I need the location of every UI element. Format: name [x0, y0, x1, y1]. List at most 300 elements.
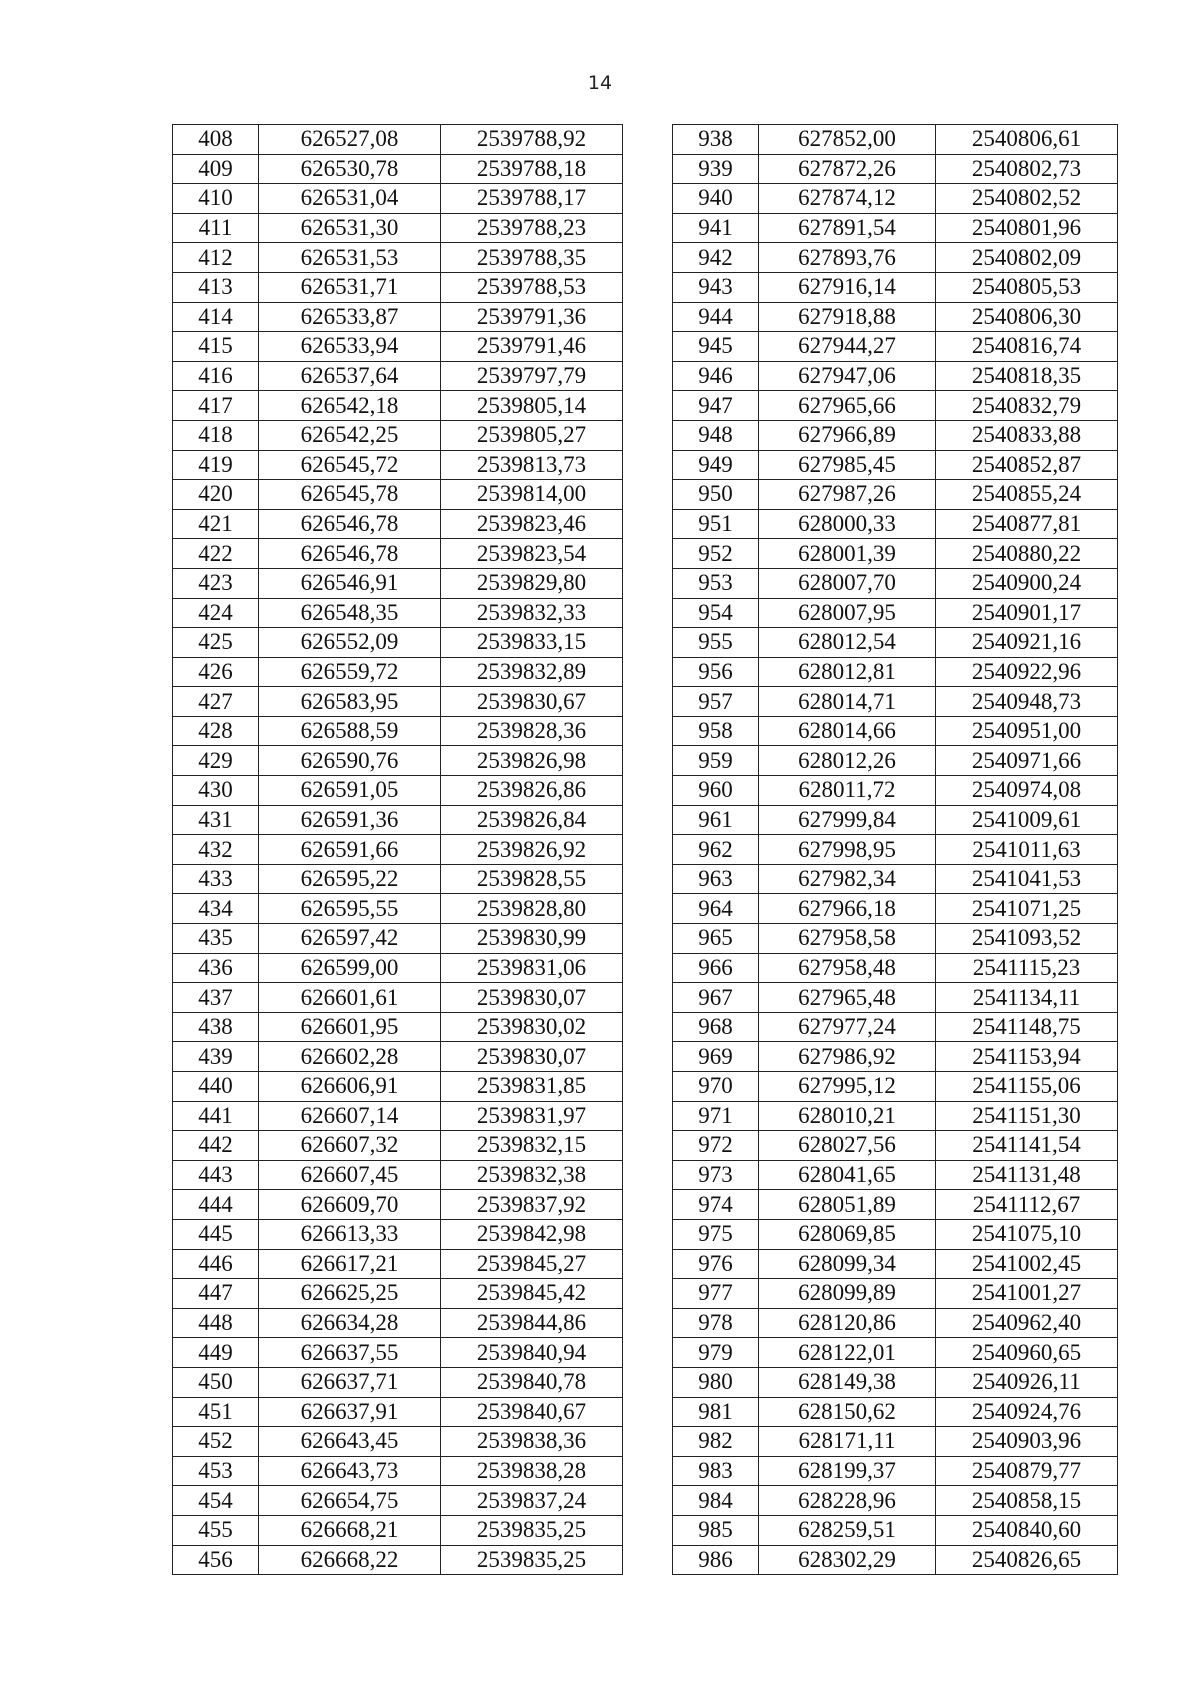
- point-number-cell: 417: [173, 391, 259, 421]
- x-coordinate-cell: 626590,76: [259, 746, 441, 776]
- y-coordinate-cell: 2539845,42: [441, 1279, 623, 1309]
- x-coordinate-cell: 626546,78: [259, 509, 441, 539]
- y-coordinate-cell: 2540826,65: [936, 1545, 1118, 1575]
- y-coordinate-cell: 2540877,81: [936, 509, 1118, 539]
- x-coordinate-cell: 627916,14: [759, 272, 936, 302]
- x-coordinate-cell: 628012,26: [759, 746, 936, 776]
- point-number-cell: 420: [173, 480, 259, 510]
- point-number-cell: 418: [173, 420, 259, 450]
- point-number-cell: 450: [173, 1367, 259, 1397]
- x-coordinate-cell: 627982,34: [759, 864, 936, 894]
- y-coordinate-cell: 2539826,92: [441, 835, 623, 865]
- point-number-cell: 980: [673, 1367, 759, 1397]
- spacer-cell: [623, 1101, 673, 1131]
- x-coordinate-cell: 628302,29: [759, 1545, 936, 1575]
- point-number-cell: 428: [173, 716, 259, 746]
- y-coordinate-cell: 2539826,98: [441, 746, 623, 776]
- point-number-cell: 444: [173, 1190, 259, 1220]
- y-coordinate-cell: 2540948,73: [936, 687, 1118, 717]
- spacer-cell: [623, 746, 673, 776]
- y-coordinate-cell: 2540974,08: [936, 776, 1118, 806]
- point-number-cell: 955: [673, 628, 759, 658]
- point-number-cell: 411: [173, 213, 259, 243]
- table-row: [173, 1249, 1118, 1279]
- point-number-cell: 410: [173, 184, 259, 214]
- y-coordinate-cell: 2541071,25: [936, 894, 1118, 924]
- x-coordinate-cell: 626591,36: [259, 805, 441, 835]
- y-coordinate-cell: 2539838,36: [441, 1427, 623, 1457]
- point-number-cell: 976: [673, 1249, 759, 1279]
- table-row: [173, 1367, 1118, 1397]
- point-number-cell: 946: [673, 361, 759, 391]
- spacer-cell: [623, 983, 673, 1013]
- spacer-cell: [623, 1308, 673, 1338]
- x-coordinate-cell: 626542,25: [259, 420, 441, 450]
- spacer-cell: [623, 835, 673, 865]
- point-number-cell: 978: [673, 1308, 759, 1338]
- table-row: [173, 243, 1118, 273]
- x-coordinate-cell: 628011,72: [759, 776, 936, 806]
- y-coordinate-cell: 2539835,25: [441, 1515, 623, 1545]
- spacer-cell: [623, 776, 673, 806]
- point-number-cell: 430: [173, 776, 259, 806]
- point-number-cell: 972: [673, 1131, 759, 1161]
- table-row: [173, 420, 1118, 450]
- spacer-cell: [623, 1486, 673, 1516]
- x-coordinate-cell: 628007,95: [759, 598, 936, 628]
- spacer-cell: [623, 1249, 673, 1279]
- table-row: [173, 213, 1118, 243]
- point-number-cell: 956: [673, 657, 759, 687]
- table-row: [173, 657, 1118, 687]
- point-number-cell: 422: [173, 539, 259, 569]
- spacer-cell: [623, 1545, 673, 1575]
- y-coordinate-cell: 2539842,98: [441, 1219, 623, 1249]
- y-coordinate-cell: 2539788,53: [441, 272, 623, 302]
- spacer-cell: [623, 1131, 673, 1161]
- y-coordinate-cell: 2540802,73: [936, 154, 1118, 184]
- y-coordinate-cell: 2539840,78: [441, 1367, 623, 1397]
- x-coordinate-cell: 626533,87: [259, 302, 441, 332]
- y-coordinate-cell: 2541011,63: [936, 835, 1118, 865]
- spacer-cell: [623, 1072, 673, 1102]
- y-coordinate-cell: 2540802,09: [936, 243, 1118, 273]
- table-row: [173, 598, 1118, 628]
- y-coordinate-cell: 2539832,15: [441, 1131, 623, 1161]
- y-coordinate-cell: 2541151,30: [936, 1101, 1118, 1131]
- point-number-cell: 947: [673, 391, 759, 421]
- y-coordinate-cell: 2540855,24: [936, 480, 1118, 510]
- x-coordinate-cell: 626654,75: [259, 1486, 441, 1516]
- table-row: [173, 332, 1118, 362]
- y-coordinate-cell: 2539832,38: [441, 1160, 623, 1190]
- table-row: [173, 1219, 1118, 1249]
- point-number-cell: 424: [173, 598, 259, 628]
- point-number-cell: 979: [673, 1338, 759, 1368]
- x-coordinate-cell: 626527,08: [259, 125, 441, 155]
- spacer-cell: [623, 1397, 673, 1427]
- y-coordinate-cell: 2539831,06: [441, 953, 623, 983]
- table-row: [173, 1427, 1118, 1457]
- x-coordinate-cell: 628001,39: [759, 539, 936, 569]
- spacer-cell: [623, 272, 673, 302]
- y-coordinate-cell: 2540805,53: [936, 272, 1118, 302]
- y-coordinate-cell: 2541131,48: [936, 1160, 1118, 1190]
- y-coordinate-cell: 2539840,94: [441, 1338, 623, 1368]
- x-coordinate-cell: 627958,58: [759, 924, 936, 954]
- y-coordinate-cell: 2541141,54: [936, 1131, 1118, 1161]
- y-coordinate-cell: 2540806,61: [936, 125, 1118, 155]
- point-number-cell: 941: [673, 213, 759, 243]
- y-coordinate-cell: 2539837,24: [441, 1486, 623, 1516]
- x-coordinate-cell: 626643,45: [259, 1427, 441, 1457]
- point-number-cell: 952: [673, 539, 759, 569]
- point-number-cell: 440: [173, 1072, 259, 1102]
- x-coordinate-cell: 626531,30: [259, 213, 441, 243]
- x-coordinate-cell: 628041,65: [759, 1160, 936, 1190]
- x-coordinate-cell: 628122,01: [759, 1338, 936, 1368]
- table-row: [173, 835, 1118, 865]
- point-number-cell: 943: [673, 272, 759, 302]
- point-number-cell: 945: [673, 332, 759, 362]
- spacer-cell: [623, 302, 673, 332]
- point-number-cell: 974: [673, 1190, 759, 1220]
- x-coordinate-cell: 628012,81: [759, 657, 936, 687]
- spacer-cell: [623, 125, 673, 155]
- point-number-cell: 439: [173, 1042, 259, 1072]
- table-row: [173, 361, 1118, 391]
- x-coordinate-cell: 626637,91: [259, 1397, 441, 1427]
- y-coordinate-cell: 2539828,80: [441, 894, 623, 924]
- point-number-cell: 948: [673, 420, 759, 450]
- table-row: [173, 805, 1118, 835]
- spacer-cell: [623, 1279, 673, 1309]
- x-coordinate-cell: 628069,85: [759, 1219, 936, 1249]
- x-coordinate-cell: 626545,78: [259, 480, 441, 510]
- y-coordinate-cell: 2541148,75: [936, 1012, 1118, 1042]
- x-coordinate-cell: 626545,72: [259, 450, 441, 480]
- x-coordinate-cell: 626552,09: [259, 628, 441, 658]
- y-coordinate-cell: 2540880,22: [936, 539, 1118, 569]
- x-coordinate-cell: 627918,88: [759, 302, 936, 332]
- y-coordinate-cell: 2540951,00: [936, 716, 1118, 746]
- y-coordinate-cell: 2539831,85: [441, 1072, 623, 1102]
- page-number: 14: [587, 72, 613, 94]
- table-row: [173, 716, 1118, 746]
- x-coordinate-cell: 626607,32: [259, 1131, 441, 1161]
- spacer-cell: [623, 598, 673, 628]
- x-coordinate-cell: 626637,55: [259, 1338, 441, 1368]
- y-coordinate-cell: 2539830,02: [441, 1012, 623, 1042]
- table-row: [173, 539, 1118, 569]
- x-coordinate-cell: 626591,66: [259, 835, 441, 865]
- x-coordinate-cell: 628228,96: [759, 1486, 936, 1516]
- point-number-cell: 445: [173, 1219, 259, 1249]
- spacer-cell: [623, 924, 673, 954]
- point-number-cell: 959: [673, 746, 759, 776]
- x-coordinate-cell: 627987,26: [759, 480, 936, 510]
- x-coordinate-cell: 626637,71: [259, 1367, 441, 1397]
- table-row: [173, 1160, 1118, 1190]
- point-number-cell: 431: [173, 805, 259, 835]
- table-row: [173, 1131, 1118, 1161]
- x-coordinate-cell: 627958,48: [759, 953, 936, 983]
- x-coordinate-cell: 626668,21: [259, 1515, 441, 1545]
- spacer-cell: [623, 687, 673, 717]
- table-row: [173, 746, 1118, 776]
- point-number-cell: 454: [173, 1486, 259, 1516]
- x-coordinate-cell: 626613,33: [259, 1219, 441, 1249]
- x-coordinate-cell: 627891,54: [759, 213, 936, 243]
- point-number-cell: 446: [173, 1249, 259, 1279]
- y-coordinate-cell: 2539788,18: [441, 154, 623, 184]
- table-row: [173, 1279, 1118, 1309]
- point-number-cell: 421: [173, 509, 259, 539]
- x-coordinate-cell: 626607,45: [259, 1160, 441, 1190]
- y-coordinate-cell: 2539813,73: [441, 450, 623, 480]
- y-coordinate-cell: 2539823,46: [441, 509, 623, 539]
- point-number-cell: 432: [173, 835, 259, 865]
- table-row: [173, 1486, 1118, 1516]
- x-coordinate-cell: 626530,78: [259, 154, 441, 184]
- x-coordinate-cell: 628027,56: [759, 1131, 936, 1161]
- point-number-cell: 425: [173, 628, 259, 658]
- spacer-cell: [623, 657, 673, 687]
- y-coordinate-cell: 2541001,27: [936, 1279, 1118, 1309]
- point-number-cell: 408: [173, 125, 259, 155]
- x-coordinate-cell: 627872,26: [759, 154, 936, 184]
- y-coordinate-cell: 2539826,84: [441, 805, 623, 835]
- x-coordinate-cell: 626537,64: [259, 361, 441, 391]
- point-number-cell: 441: [173, 1101, 259, 1131]
- point-number-cell: 433: [173, 864, 259, 894]
- x-coordinate-cell: 626548,35: [259, 598, 441, 628]
- y-coordinate-cell: 2540903,96: [936, 1427, 1118, 1457]
- x-coordinate-cell: 627966,89: [759, 420, 936, 450]
- point-number-cell: 971: [673, 1101, 759, 1131]
- point-number-cell: 942: [673, 243, 759, 273]
- spacer-cell: [623, 568, 673, 598]
- y-coordinate-cell: 2540806,30: [936, 302, 1118, 332]
- table-row: [173, 1515, 1118, 1545]
- point-number-cell: 453: [173, 1456, 259, 1486]
- table-row: [173, 687, 1118, 717]
- x-coordinate-cell: 627977,24: [759, 1012, 936, 1042]
- point-number-cell: 452: [173, 1427, 259, 1457]
- y-coordinate-cell: 2539830,07: [441, 983, 623, 1013]
- table-row: [173, 125, 1118, 155]
- x-coordinate-cell: 628051,89: [759, 1190, 936, 1220]
- table-row: [173, 864, 1118, 894]
- y-coordinate-cell: 2539838,28: [441, 1456, 623, 1486]
- x-coordinate-cell: 628171,11: [759, 1427, 936, 1457]
- x-coordinate-cell: 626531,71: [259, 272, 441, 302]
- x-coordinate-cell: 626542,18: [259, 391, 441, 421]
- y-coordinate-cell: 2541009,61: [936, 805, 1118, 835]
- y-coordinate-cell: 2540832,79: [936, 391, 1118, 421]
- point-number-cell: 962: [673, 835, 759, 865]
- point-number-cell: 413: [173, 272, 259, 302]
- x-coordinate-cell: 628014,66: [759, 716, 936, 746]
- table-row: [173, 1545, 1118, 1575]
- y-coordinate-cell: 2539814,00: [441, 480, 623, 510]
- table-row: [173, 1101, 1118, 1131]
- spacer-cell: [623, 1367, 673, 1397]
- y-coordinate-cell: 2540922,96: [936, 657, 1118, 687]
- table-row: [173, 924, 1118, 954]
- spacer-cell: [623, 1190, 673, 1220]
- y-coordinate-cell: 2540801,96: [936, 213, 1118, 243]
- x-coordinate-cell: 627944,27: [759, 332, 936, 362]
- point-number-cell: 966: [673, 953, 759, 983]
- point-number-cell: 448: [173, 1308, 259, 1338]
- point-number-cell: 983: [673, 1456, 759, 1486]
- spacer-cell: [623, 332, 673, 362]
- y-coordinate-cell: 2539845,27: [441, 1249, 623, 1279]
- y-coordinate-cell: 2541093,52: [936, 924, 1118, 954]
- x-coordinate-cell: 627995,12: [759, 1072, 936, 1102]
- point-number-cell: 940: [673, 184, 759, 214]
- y-coordinate-cell: 2539829,80: [441, 568, 623, 598]
- point-number-cell: 435: [173, 924, 259, 954]
- point-number-cell: 957: [673, 687, 759, 717]
- y-coordinate-cell: 2540926,11: [936, 1367, 1118, 1397]
- y-coordinate-cell: 2541153,94: [936, 1042, 1118, 1072]
- x-coordinate-cell: 626531,04: [259, 184, 441, 214]
- point-number-cell: 944: [673, 302, 759, 332]
- point-number-cell: 938: [673, 125, 759, 155]
- point-number-cell: 427: [173, 687, 259, 717]
- point-number-cell: 975: [673, 1219, 759, 1249]
- y-coordinate-cell: 2539830,99: [441, 924, 623, 954]
- y-coordinate-cell: 2541115,23: [936, 953, 1118, 983]
- point-number-cell: 434: [173, 894, 259, 924]
- x-coordinate-cell: 626606,91: [259, 1072, 441, 1102]
- point-number-cell: 419: [173, 450, 259, 480]
- point-number-cell: 985: [673, 1515, 759, 1545]
- y-coordinate-cell: 2539830,07: [441, 1042, 623, 1072]
- table-row: [173, 1308, 1118, 1338]
- point-number-cell: 951: [673, 509, 759, 539]
- x-coordinate-cell: 627947,06: [759, 361, 936, 391]
- spacer-cell: [623, 154, 673, 184]
- x-coordinate-cell: 628259,51: [759, 1515, 936, 1545]
- point-number-cell: 438: [173, 1012, 259, 1042]
- y-coordinate-cell: 2540818,35: [936, 361, 1118, 391]
- x-coordinate-cell: 627998,95: [759, 835, 936, 865]
- x-coordinate-cell: 628014,71: [759, 687, 936, 717]
- y-coordinate-cell: 2539844,86: [441, 1308, 623, 1338]
- x-coordinate-cell: 626643,73: [259, 1456, 441, 1486]
- point-number-cell: 960: [673, 776, 759, 806]
- spacer-cell: [623, 509, 673, 539]
- x-coordinate-cell: 626546,78: [259, 539, 441, 569]
- y-coordinate-cell: 2539788,23: [441, 213, 623, 243]
- x-coordinate-cell: 626591,05: [259, 776, 441, 806]
- spacer-cell: [623, 716, 673, 746]
- x-coordinate-cell: 626595,55: [259, 894, 441, 924]
- spacer-cell: [623, 1012, 673, 1042]
- table-row: [173, 302, 1118, 332]
- spacer-cell: [623, 1427, 673, 1457]
- x-coordinate-cell: 626595,22: [259, 864, 441, 894]
- point-number-cell: 426: [173, 657, 259, 687]
- table-row: [173, 776, 1118, 806]
- y-coordinate-cell: 2539826,86: [441, 776, 623, 806]
- point-number-cell: 973: [673, 1160, 759, 1190]
- y-coordinate-cell: 2540879,77: [936, 1456, 1118, 1486]
- table-row: [173, 154, 1118, 184]
- y-coordinate-cell: 2539833,15: [441, 628, 623, 658]
- x-coordinate-cell: 626601,95: [259, 1012, 441, 1042]
- point-number-cell: 961: [673, 805, 759, 835]
- table-row: [173, 450, 1118, 480]
- point-number-cell: 984: [673, 1486, 759, 1516]
- x-coordinate-cell: 626617,21: [259, 1249, 441, 1279]
- spacer-cell: [623, 628, 673, 658]
- spacer-cell: [623, 1160, 673, 1190]
- x-coordinate-cell: 628099,89: [759, 1279, 936, 1309]
- point-number-cell: 456: [173, 1545, 259, 1575]
- point-number-cell: 968: [673, 1012, 759, 1042]
- point-number-cell: 414: [173, 302, 259, 332]
- y-coordinate-cell: 2539828,55: [441, 864, 623, 894]
- x-coordinate-cell: 627965,48: [759, 983, 936, 1013]
- x-coordinate-cell: 628120,86: [759, 1308, 936, 1338]
- y-coordinate-cell: 2539791,36: [441, 302, 623, 332]
- spacer-cell: [623, 864, 673, 894]
- point-number-cell: 950: [673, 480, 759, 510]
- coordinates-table: [172, 124, 1118, 1575]
- point-number-cell: 416: [173, 361, 259, 391]
- y-coordinate-cell: 2539837,92: [441, 1190, 623, 1220]
- x-coordinate-cell: 627874,12: [759, 184, 936, 214]
- y-coordinate-cell: 2540858,15: [936, 1486, 1118, 1516]
- y-coordinate-cell: 2539788,92: [441, 125, 623, 155]
- x-coordinate-cell: 626668,22: [259, 1545, 441, 1575]
- point-number-cell: 442: [173, 1131, 259, 1161]
- x-coordinate-cell: 628150,62: [759, 1397, 936, 1427]
- table-row: [173, 1042, 1118, 1072]
- y-coordinate-cell: 2541075,10: [936, 1219, 1118, 1249]
- x-coordinate-cell: 626602,28: [259, 1042, 441, 1072]
- table-row: [173, 628, 1118, 658]
- point-number-cell: 451: [173, 1397, 259, 1427]
- table-row: [173, 568, 1118, 598]
- point-number-cell: 455: [173, 1515, 259, 1545]
- point-number-cell: 969: [673, 1042, 759, 1072]
- point-number-cell: 412: [173, 243, 259, 273]
- x-coordinate-cell: 627985,45: [759, 450, 936, 480]
- y-coordinate-cell: 2540901,17: [936, 598, 1118, 628]
- spacer-cell: [623, 243, 673, 273]
- spacer-cell: [623, 450, 673, 480]
- x-coordinate-cell: 627999,84: [759, 805, 936, 835]
- x-coordinate-cell: 628012,54: [759, 628, 936, 658]
- y-coordinate-cell: 2539828,36: [441, 716, 623, 746]
- spacer-cell: [623, 1456, 673, 1486]
- y-coordinate-cell: 2539831,97: [441, 1101, 623, 1131]
- spacer-cell: [623, 184, 673, 214]
- spacer-cell: [623, 894, 673, 924]
- point-number-cell: 965: [673, 924, 759, 954]
- y-coordinate-cell: 2540962,40: [936, 1308, 1118, 1338]
- table-row: [173, 272, 1118, 302]
- x-coordinate-cell: 626609,70: [259, 1190, 441, 1220]
- table-row: [173, 1338, 1118, 1368]
- x-coordinate-cell: 626634,28: [259, 1308, 441, 1338]
- y-coordinate-cell: 2540900,24: [936, 568, 1118, 598]
